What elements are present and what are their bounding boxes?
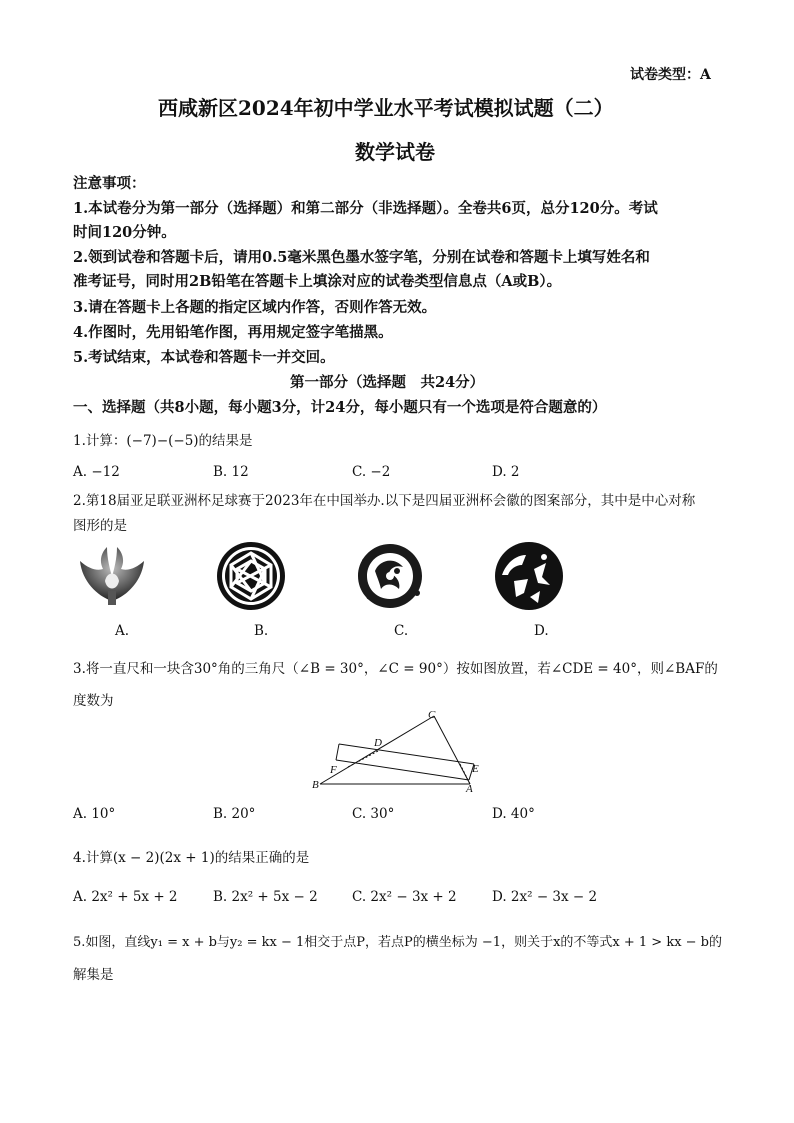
q2-label-d: D. [534, 623, 549, 639]
exam-title: 西咸新区2024年初中学业水平考试模拟试题（二） [158, 96, 614, 120]
emblem-b-knot-icon [216, 541, 286, 611]
emblem-d-abstract-icon [494, 541, 564, 611]
note-line-4: 准考证号，同时用2B铅笔在答题卡上填涂对应的试卷类型信息点（A或B）。 [73, 273, 562, 290]
q3-option-c: C. 30° [352, 806, 395, 822]
q5-stem-line1: 5.如图，直线y₁ = x + b与y₂ = kx − 1相交于点P，若点P的横坐标为 −1，则关于x的不等式x + 1 > kx − b的 [73, 935, 723, 950]
q3-stem-line1: 3.将一直尺和一块含30°角的三角尺（∠B = 30°，∠C = 90°）按如图放置，若∠CDE = 40°，则∠BAF的 [73, 661, 718, 677]
paper-type-label: 试卷类型：A [630, 67, 711, 83]
q1-option-d: D. 2 [492, 464, 520, 480]
q3-option-b: B. 20° [213, 806, 256, 822]
q3-figure-ruler-triangle [310, 708, 490, 794]
q4-option-a: A. 2x² + 5x + 2 [73, 889, 178, 905]
q2-stem-line1: 2.第18届亚足联亚洲杯足球赛于2023年在中国举办.以下是四届亚洲杯会徽的图案部分，其中是中心对称 [73, 493, 696, 509]
fig-label-e: E [472, 763, 479, 775]
emblem-c-dragon-icon [355, 541, 425, 611]
fig-label-d: D [374, 737, 382, 749]
note-line-6: 4.作图时，先用铅笔作图，再用规定签字笔描黑。 [73, 324, 393, 341]
note-line-2: 时间120分钟。 [73, 224, 176, 241]
q4-option-b: B. 2x² + 5x − 2 [213, 889, 318, 905]
q2-stem-line2: 图形的是 [73, 518, 127, 534]
q1-option-b: B. 12 [213, 464, 249, 480]
fig-label-b: B [312, 779, 319, 791]
q1-option-c: C. −2 [352, 464, 391, 480]
q3-stem-line2: 度数为 [73, 693, 114, 709]
notes-heading: 注意事项： [73, 175, 146, 192]
q4-stem: 4.计算(x − 2)(2x + 1)的结果正确的是 [73, 850, 310, 866]
fig-label-c: C [428, 709, 436, 721]
fig-label-a: A [466, 783, 473, 794]
part1-heading: 第一部分（选择题 共24分） [290, 374, 485, 391]
q5-stem-line2: 解集是 [73, 967, 114, 983]
note-line-1: 1.本试卷分为第一部分（选择题）和第二部分（非选择题）。全卷共6页，总分120分。考试 [73, 200, 658, 217]
emblem-a-trophy-icon [77, 541, 147, 611]
q2-label-a: A. [115, 623, 130, 639]
q3-option-a: A. 10° [73, 806, 116, 822]
q1-option-a: A. −12 [73, 464, 120, 480]
section-heading: 一、选择题（共8小题，每小题3分，计24分，每小题只有一个选项是符合题意的） [73, 399, 607, 416]
exam-subtitle: 数学试卷 [355, 140, 435, 164]
note-line-3: 2.领到试卷和答题卡后，请用0.5毫米黑色墨水签字笔，分别在试卷和答题卡上填写姓名和 [73, 249, 650, 266]
note-line-7: 5.考试结束，本试卷和答题卡一并交回。 [73, 349, 335, 366]
fig-label-f: F [330, 764, 337, 776]
q4-option-c: C. 2x² − 3x + 2 [352, 889, 457, 905]
note-line-5: 3.请在答题卡上各题的指定区域内作答，否则作答无效。 [73, 299, 437, 316]
q1-stem: 1.计算：(−7)−(−5)的结果是 [73, 433, 253, 449]
q3-option-d: D. 40° [492, 806, 535, 822]
q2-label-b: B. [254, 623, 269, 639]
q4-option-d: D. 2x² − 3x − 2 [492, 889, 598, 905]
q2-label-c: C. [394, 623, 409, 639]
